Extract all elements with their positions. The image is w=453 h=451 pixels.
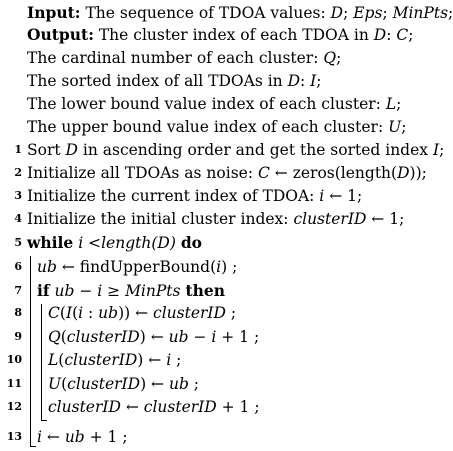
step-text: ← — [41, 428, 65, 446]
step-text: ) ← — [139, 328, 169, 346]
step-var: C — [257, 164, 270, 182]
step-var: ub — [64, 428, 85, 446]
step-text: ( — [58, 351, 65, 369]
line-number: 9 — [14, 330, 22, 343]
input-var-eps: Eps — [353, 4, 383, 22]
keyword-if: if — [37, 281, 50, 300]
step-var: C — [48, 304, 60, 322]
input-label: Input: — [27, 3, 81, 22]
output-var-d: D — [373, 26, 387, 44]
step-text: + 1 ; — [216, 328, 260, 346]
line-number: 2 — [14, 166, 22, 179]
desc-i-var-d: D — [287, 72, 301, 90]
step-text: : — [83, 304, 99, 322]
step-12 — [0, 397, 434, 417]
step-var: clusterID — [143, 398, 217, 416]
line-number: 10 — [6, 353, 22, 366]
line-number: 5 — [14, 236, 22, 249]
step-text: )); — [409, 164, 427, 182]
step-text: Initialize the current index of TDOA: — [27, 187, 320, 205]
input-sep: ; — [382, 4, 393, 22]
step-text: Initialize all TDOAs as noise: — [27, 164, 258, 182]
step-var: clusterID — [48, 398, 121, 416]
step-var: I — [432, 141, 440, 159]
output-line — [0, 25, 434, 45]
desc-q-line — [0, 48, 434, 68]
step-text: ; — [225, 304, 237, 322]
step-text: )) ← — [118, 304, 154, 322]
step-text: ← findUpperBound( — [56, 258, 217, 276]
step-var: MinPts — [125, 282, 181, 300]
step-text: ( — [60, 328, 67, 346]
input-var-d: D — [330, 4, 344, 22]
line-number: 8 — [14, 306, 22, 319]
desc-q-text: The cardinal number of each cluster: — [27, 49, 324, 67]
step-2 — [0, 163, 434, 183]
step-var: U — [48, 375, 62, 393]
step-text: Initialize the initial cluster index: — [27, 210, 294, 228]
step-text: ; — [171, 351, 182, 369]
input-sep: ; — [343, 4, 354, 22]
step-6 — [0, 257, 434, 277]
step-9 — [0, 327, 434, 347]
output-var-c: C — [396, 26, 409, 44]
if-block-rule-end — [41, 420, 47, 421]
step-var: i — [37, 428, 42, 446]
line-number: 3 — [14, 189, 22, 202]
step-var: clusterID — [64, 351, 138, 369]
line-number: 4 — [14, 212, 22, 225]
keyword-then: then — [185, 281, 225, 300]
step-text: ( — [59, 304, 66, 322]
line-number: 7 — [14, 284, 22, 297]
line-number: 6 — [14, 260, 22, 273]
step-text: − — [74, 282, 98, 300]
desc-l-line — [0, 94, 434, 114]
desc-i-var-i: I — [310, 72, 317, 90]
desc-l-end: ; — [396, 95, 402, 113]
line-number: 11 — [6, 377, 22, 390]
step-text: Sort — [27, 141, 66, 159]
step-text: ≥ — [102, 282, 126, 300]
step-var: Q — [48, 328, 61, 346]
desc-i-sep: : — [300, 72, 311, 90]
line-number: 1 — [14, 143, 22, 156]
line-number: 13 — [6, 430, 22, 443]
desc-i-text: The sorted index of all TDOAs in — [27, 72, 288, 90]
input-text: The sequence of TDOA values: — [80, 4, 331, 22]
step-text: ← 1; — [324, 187, 363, 205]
step-var: ub — [98, 304, 119, 322]
step-var: L — [48, 351, 59, 369]
step-var: i — [166, 351, 172, 369]
step-10 — [0, 350, 434, 370]
step-11 — [0, 374, 434, 394]
step-var: i — [216, 258, 222, 276]
step-var: i — [97, 282, 103, 300]
step-var: ub — [54, 282, 75, 300]
output-label: Output: — [27, 25, 94, 44]
step-text: ) ← — [137, 351, 167, 369]
desc-u-text: The upper bound value index of each cluster: — [27, 118, 389, 136]
step-text: ← 1; — [366, 210, 405, 228]
step-text: ( — [61, 375, 68, 393]
step-4 — [0, 209, 434, 229]
step-text: + 1 ; — [216, 398, 260, 416]
desc-q-end: ; — [336, 49, 342, 67]
desc-u-line — [0, 117, 434, 137]
keyword-do: do — [180, 233, 202, 252]
step-text: ( — [72, 304, 79, 322]
step-var: ub — [37, 258, 57, 276]
desc-l-var: L — [385, 95, 397, 113]
step-text: − — [188, 328, 212, 346]
step-3 — [0, 186, 434, 206]
output-text: The cluster index of each TDOA in — [93, 26, 374, 44]
step-var: i — [211, 328, 217, 346]
step-var: i — [78, 304, 84, 322]
step-var: clusterID — [66, 328, 140, 346]
step-1 — [0, 140, 445, 160]
step-var: ub — [168, 375, 189, 393]
step-var: length(D) — [101, 234, 176, 252]
step-7 — [0, 281, 434, 301]
step-text: ) ← — [140, 375, 169, 393]
input-var-minpts: MinPts — [392, 4, 449, 22]
step-text: ← — [120, 398, 144, 416]
keyword-while: while — [27, 233, 74, 252]
step-text: ; — [188, 375, 200, 393]
step-text: < — [83, 234, 102, 252]
step-5 — [0, 233, 434, 253]
desc-q-var: Q — [323, 49, 337, 67]
step-var: D — [397, 164, 410, 182]
step-text: ) ; — [221, 258, 238, 276]
step-var: i — [319, 187, 325, 205]
step-text: + 1 ; — [84, 428, 128, 446]
output-end: ; — [408, 26, 414, 44]
input-line — [0, 3, 453, 23]
input-end: ; — [448, 4, 453, 22]
line-number: 12 — [6, 400, 22, 413]
step-var: clusterID — [293, 210, 367, 228]
step-var: I — [65, 304, 73, 322]
desc-u-end: ; — [401, 118, 407, 136]
step-8 — [0, 303, 434, 323]
step-var: clusterID — [67, 375, 141, 393]
desc-i-end: ; — [316, 72, 322, 90]
step-text: ; — [439, 141, 445, 159]
output-sep: : — [386, 26, 397, 44]
step-var: ub — [168, 328, 189, 346]
desc-l-text: The lower bound value index of each cluster: — [27, 95, 386, 113]
desc-i-line — [0, 71, 434, 91]
step-text: in ascending order and get the sorted index — [77, 141, 433, 159]
step-var: i — [78, 234, 84, 252]
step-var: clusterID — [153, 304, 226, 322]
step-text: ← zeros(length( — [269, 164, 398, 182]
step-13 — [0, 427, 434, 447]
desc-u-var: U — [388, 118, 402, 136]
step-var: D — [65, 141, 78, 159]
